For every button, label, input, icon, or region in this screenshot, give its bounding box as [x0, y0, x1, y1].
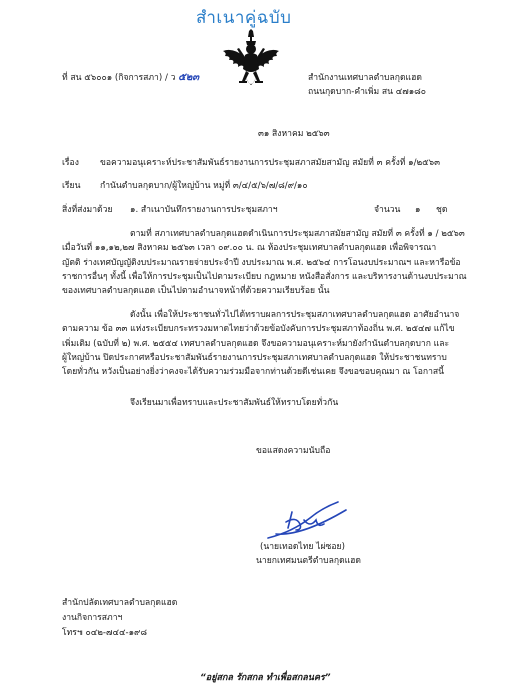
doc-number-prefix: ที่ สน ๕๖๐๐๑ (กิจการสภา) / ว: [62, 73, 176, 83]
paragraph-line: เมื่อวันที่ ๑๑,๑๒,๒๗ สิงหาคม ๒๕๖๓ เวลา ๐๙.๐๐ น. ณ ห้องประชุมเทศบาลตำบลกุดแฮด เพื่อพิจารณา: [62, 243, 437, 254]
paragraph-line: ตามความ ข้อ ๓๓ แห่งระเบียบกระทรวงมหาดไทยว่าด้วยข้อบังคับการประชุมสภาท้องถิ่น พ.ศ. ๒๕๔๗ แก้ไข: [62, 324, 455, 335]
subject-label: เรื่อง: [62, 158, 79, 168]
handwritten-signature: [262, 498, 352, 542]
enclosure-label: สิ่งที่ส่งมาด้วย: [62, 205, 113, 215]
enclosure-text: ๑. สำเนาบันทึกรายงานการประชุมสภาฯ: [130, 205, 278, 215]
doc-number-handwritten: ๕๒๓: [178, 72, 200, 83]
paragraph-line: ญัตติ ร่างเทศบัญญัติงบประมาณรายจ่ายประจำปี งบประมาณ พ.ศ. ๒๕๖๔ การโอนงบประมาณฯ และหารือข้อ: [62, 257, 461, 268]
paragraph-line: ผู้ใหญ่บ้าน ปิดประกาศหรือประชาสัมพันธ์รายงานการประชุมสภาเทศบาลตำบลกุดแฮด ให้ประชาชนทราบ: [62, 352, 447, 363]
enclosure-qty-label: จำนวน: [374, 205, 401, 215]
garuda-emblem-icon: [219, 29, 283, 93]
footer-section: งานกิจการสภาฯ: [62, 613, 123, 623]
recipient-label: เรียน: [62, 181, 81, 191]
subject-text: ขอความอนุเคราะห์ประชาสัมพันธ์รายงานการประชุมสภาสมัยสามัญ สมัยที่ ๓ ครั้งที่ ๑/๒๕๖๓: [100, 158, 441, 168]
closing-request: จึงเรียนมาเพื่อทราบและประชาสัมพันธ์ให้ทราบโดยทั่วกัน: [130, 398, 339, 408]
recipient-text: กำนันตำบลกุดบาก/ผู้ใหญ่บ้าน หมู่ที่ ๓/๔/๕/๖/๗/๘/๙/๑๐: [100, 181, 308, 191]
document-number: [62, 72, 199, 84]
signatory-name: (นายเทอดไทย ไผ่ซอย): [260, 542, 345, 552]
office-address: ถนนกุดบาก-คำเพิ่ม สน ๔๗๑๘๐: [308, 87, 427, 97]
paragraph-line: ดังนั้น เพื่อให้ประชาชนทั่วไปได้ทราบผลการประชุมสภาเทศบาลตำบลกุดแฮด อาศัยอำนาจ: [130, 310, 460, 320]
copy-stamp: สำเนาคู่ฉบับ: [196, 8, 292, 28]
signatory-position: นายกเทศมนตรีตำบลกุดแฮด: [256, 556, 362, 566]
enclosure-qty: ๑: [415, 205, 421, 215]
enclosure-unit: ชุด: [436, 205, 448, 215]
paragraph-line: ราชการอื่นๆ ทั้งนี้ เพื่อให้การประชุมเป็นไปตามระเบียบ กฎหมาย หนังสือสั่งการ และบริหารงานด้านงบประมาณ: [62, 271, 467, 282]
paragraph-line: เพิ่มเติม (ฉบับที่ ๒) พ.ศ. ๒๕๕๔ เทศบาลตำบลกุดแฮด จึงขอความอนุเคราะห์มายังกำนันตำบลกุดบาก และ: [62, 338, 450, 349]
body-paragraph-2: [62, 308, 459, 379]
salutation: ขอแสดงความนับถือ: [256, 446, 331, 456]
letter-date: ๓๑ สิงหาคม ๒๕๖๓: [258, 129, 330, 139]
paragraph-line: ของเทศบาลตำบลกุดแฮด เป็นไปตามอำนาจหน้าที่ด้วยความเรียบร้อย นั้น: [62, 286, 330, 297]
office-name: สำนักงานเทศบาลตำบลกุดแฮด: [308, 73, 422, 83]
body-paragraph-1: [62, 227, 467, 298]
footer-phone: โทร๚ ๐๔๒-๗๔๔-๑๙๘: [62, 628, 147, 638]
paragraph-line: ตามที่ สภาเทศบาลตำบลกุดแฮดดำเนินการประชุมสภาสมัยสามัญ สมัยที่ ๓ ครั้งที่ ๑ / ๒๕๖๓: [130, 229, 465, 239]
paragraph-line: โดยทั่วกัน หวังเป็นอย่างยิ่งว่าคงจะได้รับความร่วมมือจากท่านด้วยดีเช่นเคย จึงขอขอบคุณมา ณ โอกาสนี้: [62, 367, 445, 378]
slogan: “อยู่สกล รักสกล ทำเพื่อสกลนคร”: [200, 673, 331, 683]
footer-division: สำนักปลัดเทศบาลตำบลกุดแฮด: [62, 598, 178, 608]
